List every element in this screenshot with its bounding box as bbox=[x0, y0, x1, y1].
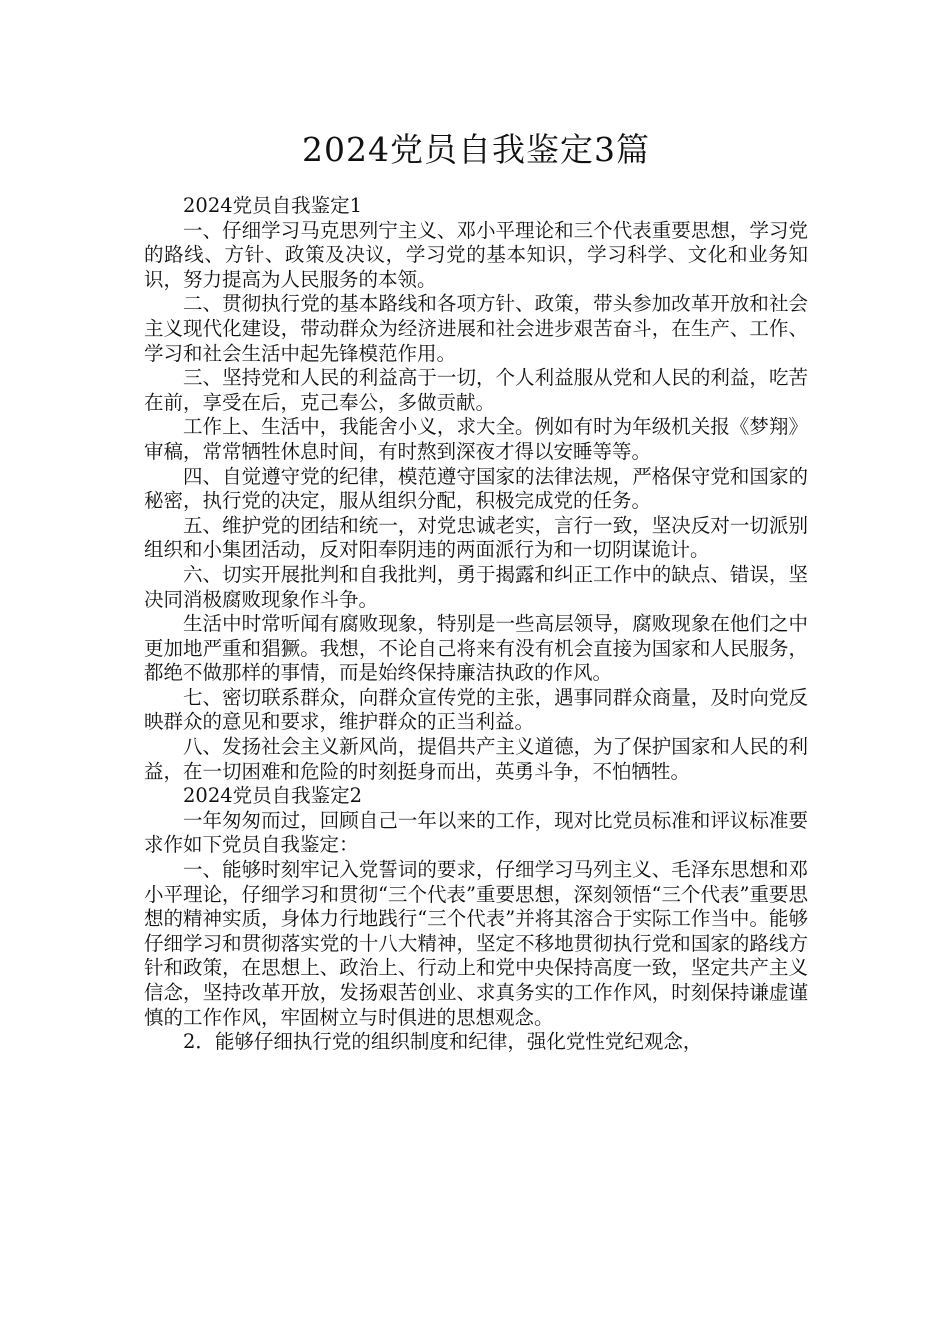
paragraph: 三、坚持党和人民的利益高于一切，个人利益服从党和人民的利益，吃苦在前，享受在后，克己奉公，多做贡献。 bbox=[144, 366, 808, 414]
section-heading-2: 2024党员自我鉴定2 bbox=[183, 784, 363, 808]
document-title: 2024党员自我鉴定3篇 bbox=[302, 130, 650, 169]
paragraph: 八、发扬社会主义新风尚，提倡共产主义道德，为了保护国家和人民的利益，在一切困难和危险的时刻挺身而出，英勇斗争，不怕牺牲。 bbox=[144, 735, 808, 783]
paragraph: 一、仔细学习马克思列宁主义、邓小平理论和三个代表重要思想，学习党的路线、方针、政策及决议，学习党的基本知识，学习科学、文化和业务知识，努力提高为人民服务的本领。 bbox=[144, 218, 808, 291]
paragraph: 一年匆匆而过，回顾自己一年以来的工作，现对比党员标准和评议标准要求作如下党员自我鉴定： bbox=[144, 808, 808, 857]
paragraph: 七、密切联系群众，向群众宣传党的主张，遇事同群众商量，及时向党反映群众的意见和要求，维护群众的正当利益。 bbox=[144, 685, 808, 734]
paragraph: 四、自觉遵守党的纪律，模范遵守国家的法律法规，严格保守党和国家的秘密，执行党的决定，服从组织分配，积极完成党的任务。 bbox=[144, 464, 808, 513]
section-heading-1: 2024党员自我鉴定1 bbox=[183, 194, 363, 217]
paragraph: 工作上、生活中，我能舍小义，求大全。例如有时为年级机关报《梦翔》审稿，常常牺牲休息时间，有时熬到深夜才得以安睡等等。 bbox=[144, 415, 808, 463]
document-body bbox=[144, 194, 808, 1055]
paragraph: 五、维护党的团结和统一，对党忠诚老实，言行一致，坚决反对一切派别组织和小集团活动，反对阳奉阴违的两面派行为和一切阴谋诡计。 bbox=[144, 513, 808, 562]
paragraph: 2．能够仔细执行党的组织制度和纪律，强化党性党纪观念， bbox=[183, 1030, 703, 1054]
paragraph: 生活中时常听闻有腐败现象，特别是一些高层领导，腐败现象在他们之中更加地严重和猖獗。我想，不论自己将来有没有机会直接为国家和人民服务，都绝不做那样的事情，而是始终保持廉洁执政的作风。 bbox=[144, 612, 808, 685]
paragraph: 二、贯彻执行党的基本路线和各项方针、政策，带头参加改革开放和社会主义现代化建设，带动群众为经济进展和社会进步艰苦奋斗，在生产、工作、学习和社会生活中起先锋模范作用。 bbox=[144, 292, 808, 365]
paragraph: 六、切实开展批判和自我批判，勇于揭露和纠正工作中的缺点、错误，坚决同消极腐败现象作斗争。 bbox=[144, 562, 808, 611]
paragraph: 一、能够时刻牢记入党誓词的要求，仔细学习马列主义、毛泽东思想和邓小平理论，仔细学习和贯彻“三个代表”重要思想，深刻领悟“三个代表”重要思想的精神实质，身体力行地践行“三个代表”并将其溶合于实际工作当中。能够仔细学习和贯彻落实党的十八大精神，坚定不移地贯彻执行党和国家的路线方针和政策，在思想上、政治上、行动上和党中央保持高度一致，坚定共产主义信念，坚持改革开放，发扬艰苦创业、求真务实的工作作风，时刻保持谦虚谨慎的工作作风，牢固树立与时俱进的思想观念。 bbox=[144, 858, 808, 1029]
